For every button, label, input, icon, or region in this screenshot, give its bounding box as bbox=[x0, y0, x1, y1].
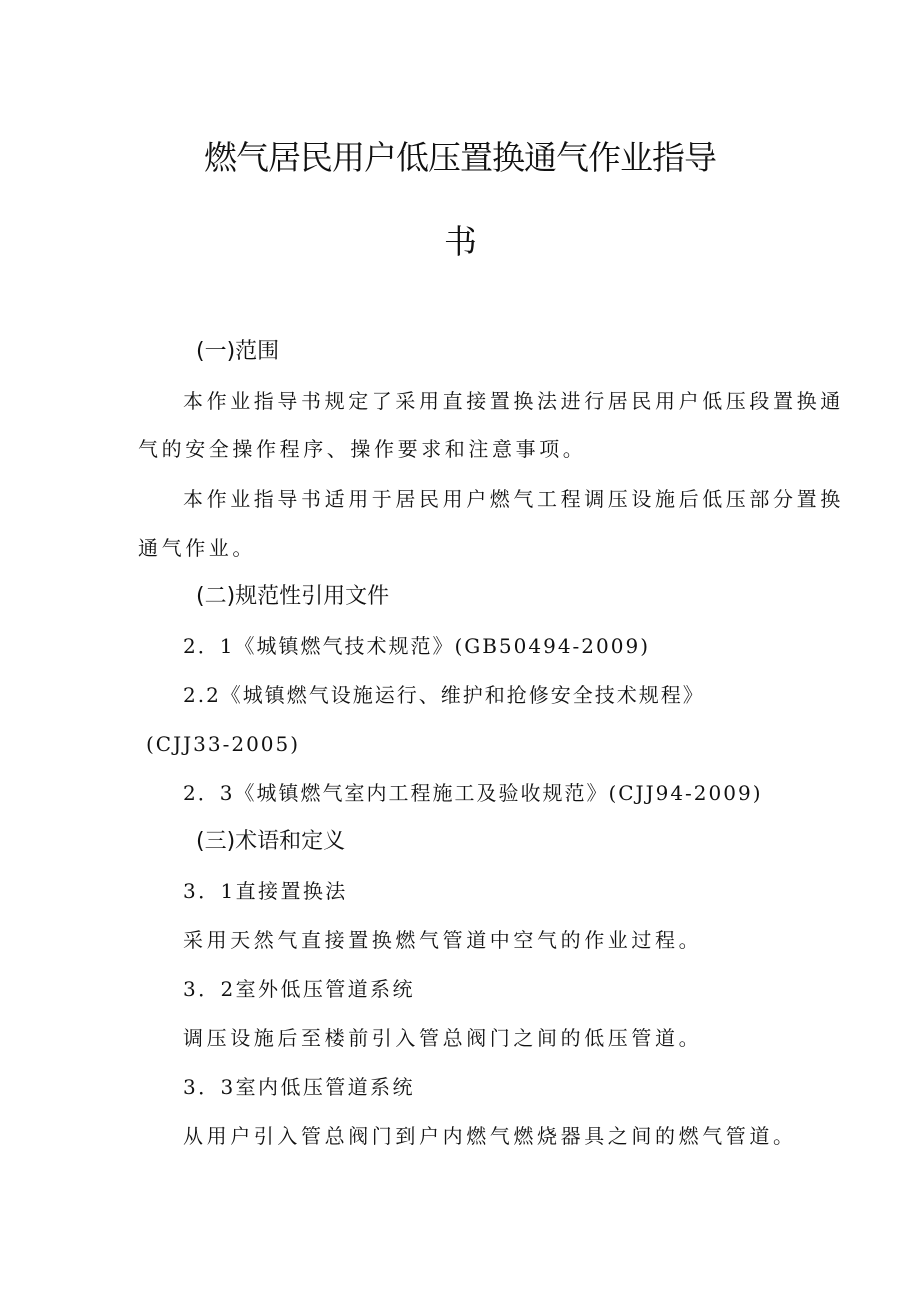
term-2-title: 3．2室外低压管道系统 bbox=[183, 977, 415, 1001]
term-3-title: 3．3室内低压管道系统 bbox=[183, 1075, 415, 1099]
scope-paragraph-1-line-1: 本作业指导书规定了采用直接置换法进行居民用户低压段置换通 bbox=[183, 389, 844, 413]
term-1-definition: 采用天然气直接置换燃气管道中空气的作业过程。 bbox=[183, 928, 703, 952]
section-heading-terms: (三)术语和定义 bbox=[196, 829, 346, 854]
term-2-definition: 调压设施后至楼前引入管总阀门之间的低压管道。 bbox=[183, 1026, 703, 1050]
reference-item-1: 2．1《城镇燃气技术规范》(GB50494-2009) bbox=[183, 634, 651, 658]
reference-item-2-line-1: 2.2《城镇燃气设施运行、维护和抢修安全技术规程》 bbox=[183, 683, 705, 707]
scope-paragraph-1-line-2: 气的安全操作程序、操作要求和注意事项。 bbox=[138, 437, 587, 461]
section-heading-scope: (一)范围 bbox=[196, 339, 280, 364]
document-title-line2: 书 bbox=[444, 222, 476, 261]
scope-paragraph-2-line-1: 本作业指导书适用于居民用户燃气工程调压设施后低压部分置换 bbox=[183, 487, 844, 511]
section-heading-references: (二)规范性引用文件 bbox=[196, 584, 390, 609]
term-3-definition: 从用户引入管总阀门到户内燃气燃烧器具之间的燃气管道。 bbox=[183, 1124, 797, 1148]
document-title-line1: 燃气居民用户低压置换通气作业指导 bbox=[204, 138, 716, 177]
term-1-title: 3．1直接置换法 bbox=[183, 879, 348, 903]
reference-item-3: 2．3《城镇燃气室内工程施工及验收规范》(CJJ94-2009) bbox=[183, 781, 763, 805]
reference-item-2-line-2: (CJJ33-2005) bbox=[146, 732, 301, 756]
scope-paragraph-2-line-2: 通气作业。 bbox=[138, 536, 256, 560]
